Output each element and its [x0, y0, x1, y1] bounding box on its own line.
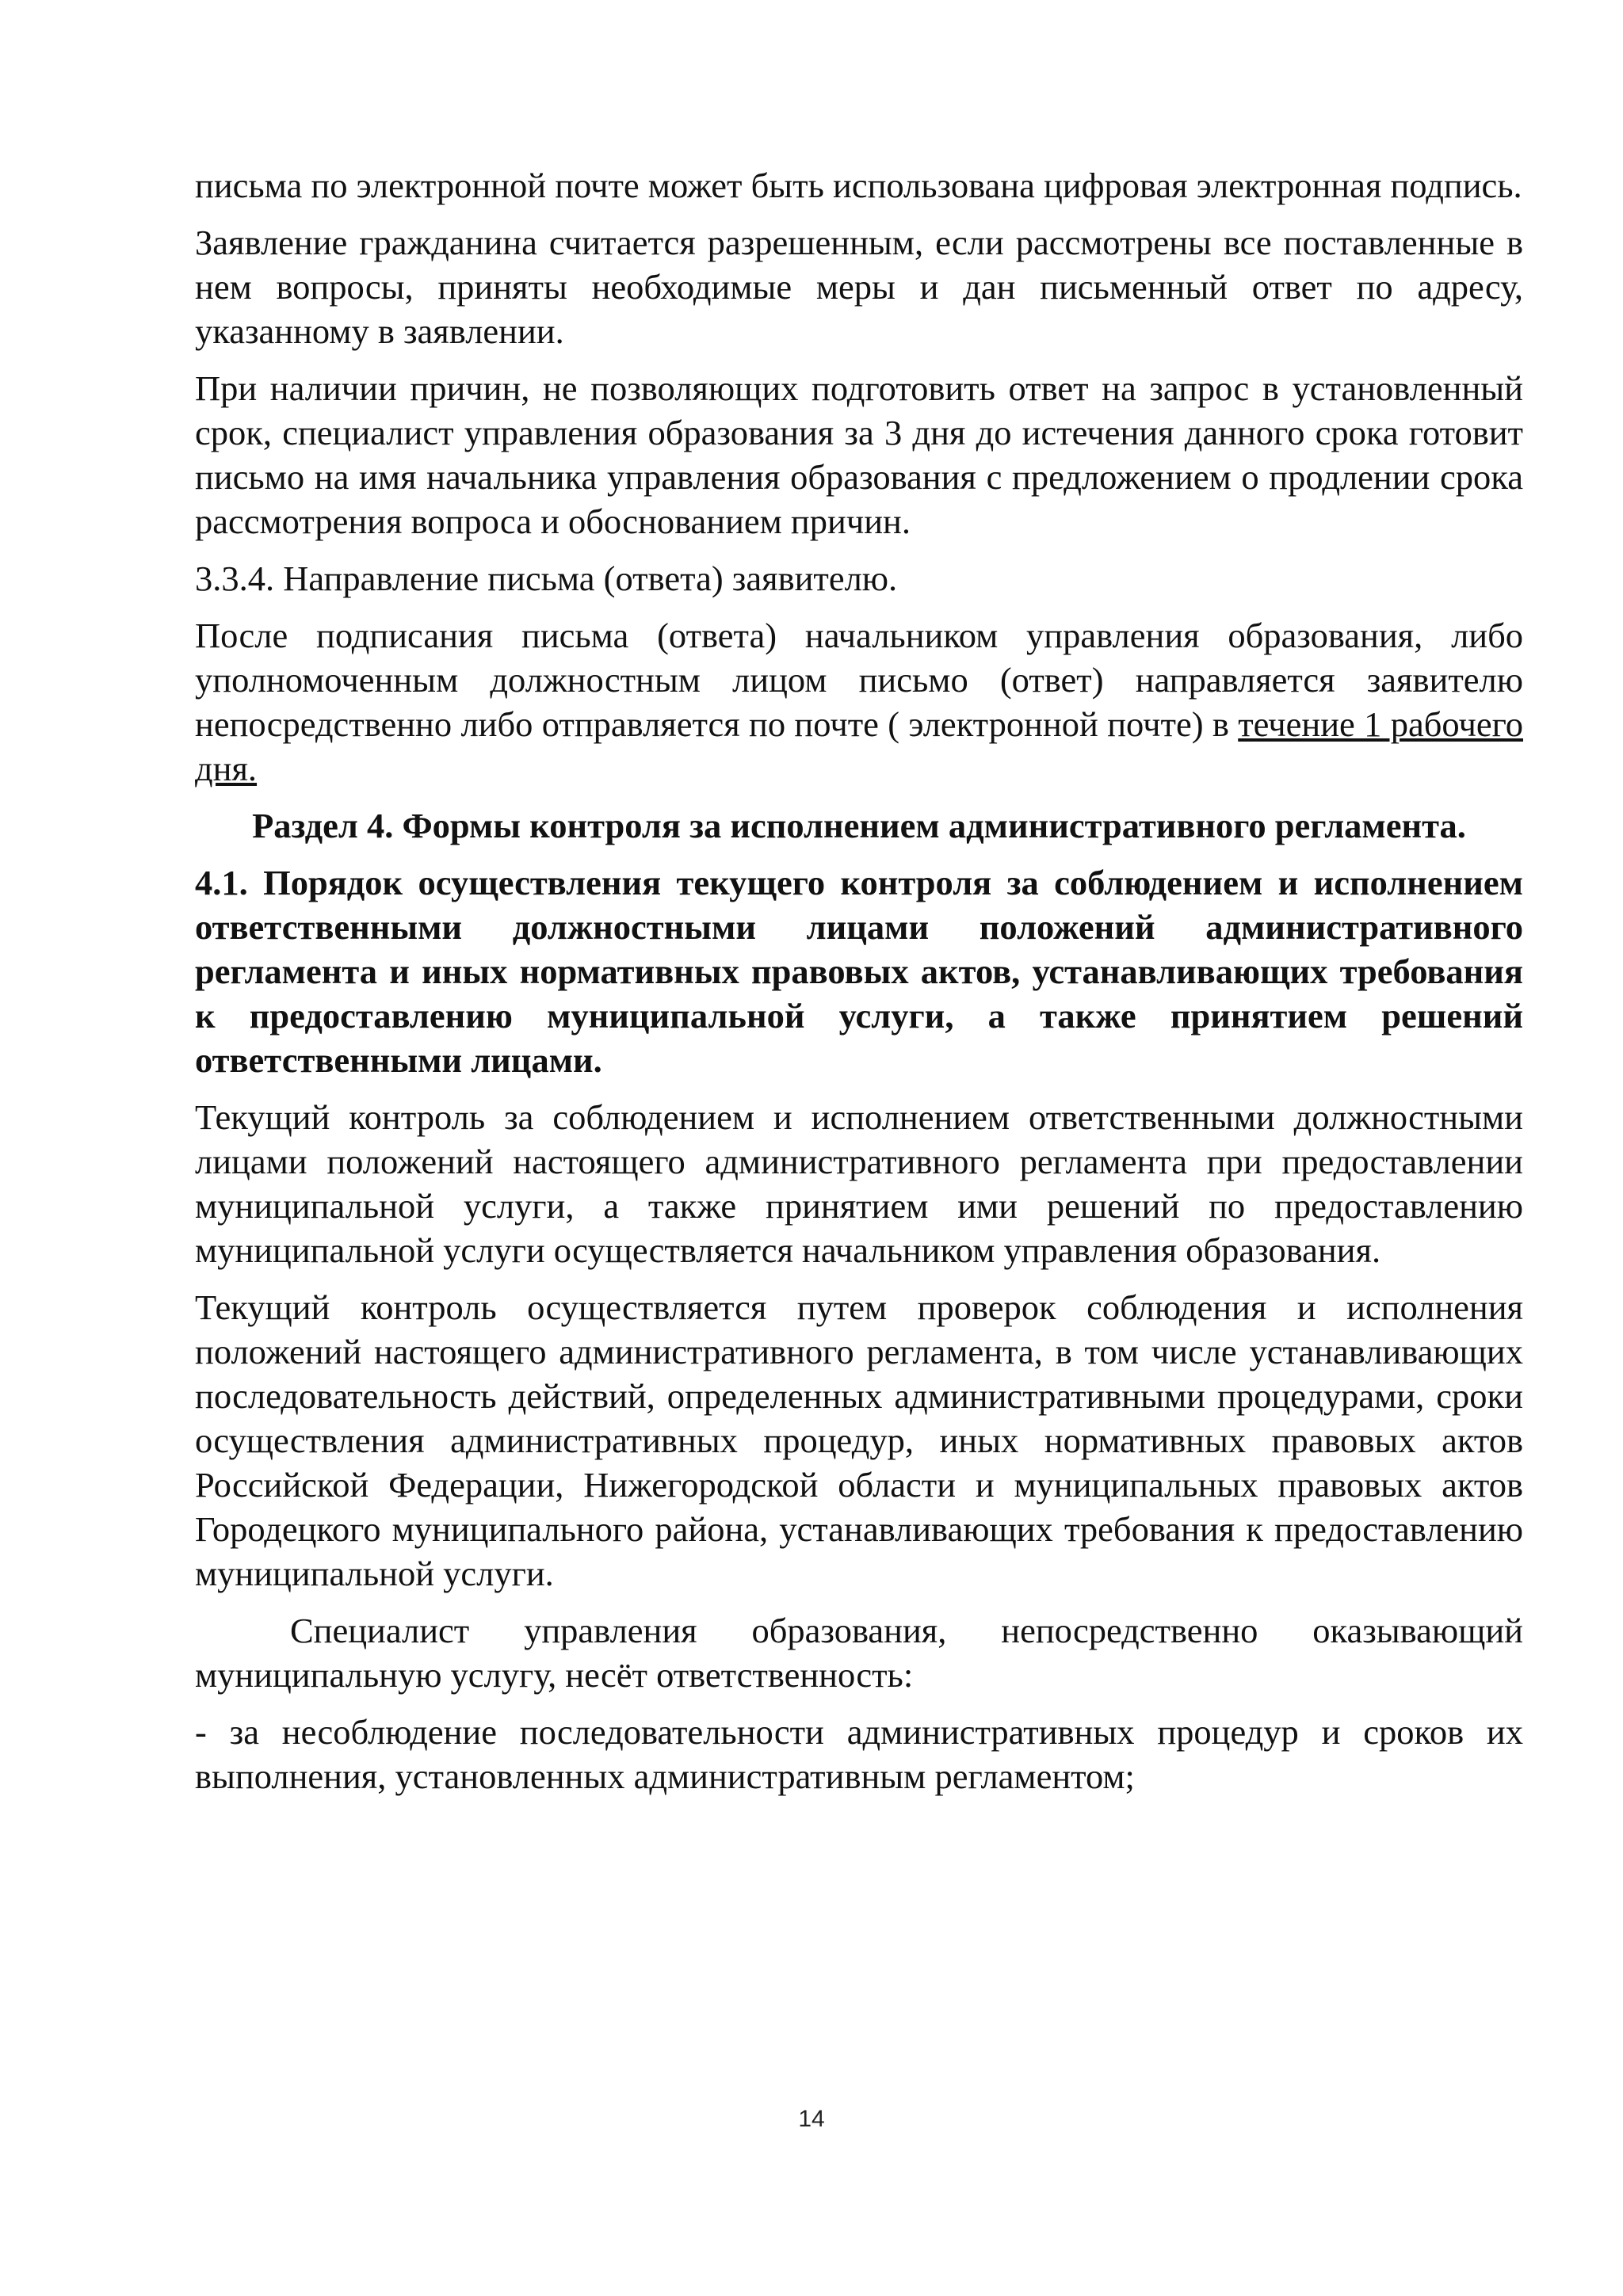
paragraph-responsibility-item: - за несоблюдение последовательности административных процедур и сроков их выполнения, установленных административным регламентом;: [195, 1712, 1523, 1796]
send-response-deadline: течение 1 рабочего дня.: [195, 704, 1523, 788]
paragraph-email-signature: письма по электронной почте может быть использована цифровая электронная подпись.: [195, 166, 1522, 205]
paragraph-current-control: Текущий контроль за соблюдением и исполнением ответственными должностными лицами положений настоящего административного регламента при предоставлении муниципальной услуги, а также принятием ими решений по предоставлению муниципальной услуги осуществляется начальником управления образования.: [195, 1097, 1523, 1270]
paragraph-send-response: [195, 613, 1523, 791]
paragraph-extension-request: При наличии причин, не позволяющих подготовить ответ на запрос в установленный срок, специалист управления образования за 3 дня до истечения данного срока готовит письмо на имя начальника управления образования с предложением о продлении срока рассмотрения вопроса и обоснованием причин.: [195, 368, 1523, 541]
paragraph-application-resolved: Заявление гражданина считается разрешенным, если рассмотрены все поставленные в нем вопросы, приняты необходимые меры и дан письменный ответ по адресу, указанному в заявлении.: [195, 223, 1523, 351]
document-page: [195, 163, 1523, 1798]
section-4-heading: Раздел 4. Формы контроля за исполнением административного регламента.: [252, 806, 1466, 845]
paragraph-control-checks: Текущий контроль осуществляется путем проверок соблюдения и исполнения положений настоящего административного регламента, в том числе устанавливающих последовательность действий, определенных административными процедурами, сроки осуществления административных процедур, иных нормативных правовых актов Российской Федерации, Нижегородской области и муниципальных правовых актов Городецкого муниципального района, устанавливающих требования к предоставлению муниципальной услуги.: [195, 1287, 1523, 1593]
paragraph-specialist-responsibility: Специалист управления образования, непосредственно оказывающий муниципальную услугу, несёт ответственность:: [195, 1611, 1523, 1695]
subsection-4-1-heading: 4.1. Порядок осуществления текущего контроля за соблюдением и исполнением ответственными должностными лицами положений административного регламента и иных нормативных правовых актов, устанавливающих требования к предоставлению муниципальной услуги, а также принятием решений ответственными лицами.: [195, 863, 1523, 1080]
send-response-text: После подписания письма (ответа) начальником управления образования, либо уполномоченным должностным лицом письмо (ответ) направляется заявителю непосредственно либо отправляется по почте ( электронной почте) в: [195, 616, 1523, 744]
paragraph-step-3-3-4: 3.3.4. Направление письма (ответа) заявителю.: [195, 559, 898, 598]
page-number: 14: [798, 2106, 825, 2132]
